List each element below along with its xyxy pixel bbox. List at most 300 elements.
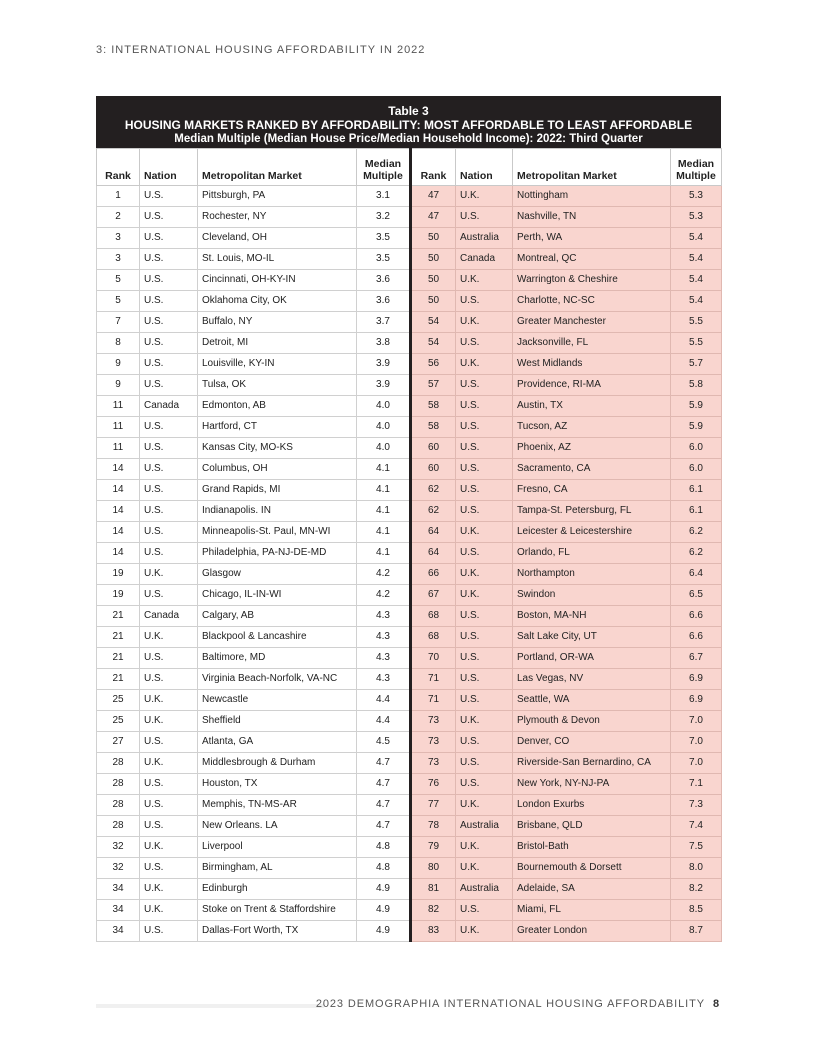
right-nation-cell: U.K. bbox=[456, 312, 513, 333]
left-rank-cell: 19 bbox=[97, 585, 140, 606]
col-header-multiple bbox=[357, 149, 411, 186]
left-multiple-cell: 3.5 bbox=[357, 249, 411, 270]
table-row bbox=[97, 732, 722, 753]
left-rank-cell: 21 bbox=[97, 627, 140, 648]
left-multiple-cell: 4.3 bbox=[357, 648, 411, 669]
left-market-cell: Birmingham, AL bbox=[198, 858, 357, 879]
right-rank-cell: 73 bbox=[411, 753, 456, 774]
col-header-market-right: Metropolitan Market bbox=[513, 149, 671, 186]
right-multiple-cell: 6.6 bbox=[671, 627, 722, 648]
left-market-cell: Minneapolis-St. Paul, MN-WI bbox=[198, 522, 357, 543]
right-nation-cell: U.S. bbox=[456, 417, 513, 438]
left-multiple-cell: 4.4 bbox=[357, 711, 411, 732]
left-nation-cell: U.S. bbox=[140, 480, 198, 501]
right-nation-cell: U.S. bbox=[456, 690, 513, 711]
left-rank-cell: 14 bbox=[97, 501, 140, 522]
right-market-cell: Austin, TX bbox=[513, 396, 671, 417]
right-nation-cell: U.K. bbox=[456, 711, 513, 732]
left-multiple-cell: 3.8 bbox=[357, 333, 411, 354]
left-market-cell: Pittsburgh, PA bbox=[198, 186, 357, 207]
table-row bbox=[97, 522, 722, 543]
right-multiple-cell: 8.0 bbox=[671, 858, 722, 879]
left-nation-cell: U.K. bbox=[140, 690, 198, 711]
table-row bbox=[97, 921, 722, 942]
right-market-cell: Tucson, AZ bbox=[513, 417, 671, 438]
table-row bbox=[97, 858, 722, 879]
left-nation-cell: U.S. bbox=[140, 312, 198, 333]
right-multiple-cell: 5.3 bbox=[671, 207, 722, 228]
right-market-cell: Portland, OR-WA bbox=[513, 648, 671, 669]
right-market-cell: Plymouth & Devon bbox=[513, 711, 671, 732]
right-multiple-cell: 5.4 bbox=[671, 249, 722, 270]
right-market-cell: Swindon bbox=[513, 585, 671, 606]
left-multiple-cell: 4.1 bbox=[357, 459, 411, 480]
table-row bbox=[97, 816, 722, 837]
right-nation-cell: U.S. bbox=[456, 501, 513, 522]
left-multiple-cell: 4.3 bbox=[357, 606, 411, 627]
right-market-cell: Adelaide, SA bbox=[513, 879, 671, 900]
left-rank-cell: 34 bbox=[97, 900, 140, 921]
right-market-cell: Providence, RI-MA bbox=[513, 375, 671, 396]
left-rank-cell: 5 bbox=[97, 270, 140, 291]
right-multiple-cell: 8.7 bbox=[671, 921, 722, 942]
col-header-rank: Rank bbox=[97, 149, 140, 186]
left-multiple-cell: 3.2 bbox=[357, 207, 411, 228]
right-rank-cell: 50 bbox=[411, 228, 456, 249]
left-nation-cell: U.K. bbox=[140, 564, 198, 585]
right-nation-cell: U.S. bbox=[456, 627, 513, 648]
right-market-cell: Nottingham bbox=[513, 186, 671, 207]
right-multiple-cell: 8.5 bbox=[671, 900, 722, 921]
left-nation-cell: U.S. bbox=[140, 858, 198, 879]
left-nation-cell: Canada bbox=[140, 396, 198, 417]
left-multiple-cell: 4.8 bbox=[357, 837, 411, 858]
table-row bbox=[97, 648, 722, 669]
left-multiple-cell: 4.9 bbox=[357, 879, 411, 900]
right-multiple-cell: 5.7 bbox=[671, 354, 722, 375]
table-row bbox=[97, 606, 722, 627]
left-multiple-cell: 4.1 bbox=[357, 522, 411, 543]
left-rank-cell: 8 bbox=[97, 333, 140, 354]
left-nation-cell: U.S. bbox=[140, 207, 198, 228]
col-header-multiple-line1: Median bbox=[364, 158, 402, 170]
left-market-cell: Cincinnati, OH-KY-IN bbox=[198, 270, 357, 291]
left-market-cell: Columbus, OH bbox=[198, 459, 357, 480]
right-market-cell: London Exurbs bbox=[513, 795, 671, 816]
left-market-cell: Sheffield bbox=[198, 711, 357, 732]
right-market-cell: Denver, CO bbox=[513, 732, 671, 753]
right-nation-cell: Australia bbox=[456, 816, 513, 837]
left-rank-cell: 9 bbox=[97, 354, 140, 375]
left-nation-cell: U.S. bbox=[140, 375, 198, 396]
left-market-cell: Grand Rapids, MI bbox=[198, 480, 357, 501]
left-market-cell: Oklahoma City, OK bbox=[198, 291, 357, 312]
affordability-table bbox=[96, 96, 721, 942]
right-rank-cell: 47 bbox=[411, 207, 456, 228]
right-nation-cell: Australia bbox=[456, 879, 513, 900]
right-market-cell: Fresno, CA bbox=[513, 480, 671, 501]
left-nation-cell: U.S. bbox=[140, 816, 198, 837]
right-market-cell: Perth, WA bbox=[513, 228, 671, 249]
left-rank-cell: 5 bbox=[97, 291, 140, 312]
right-rank-cell: 70 bbox=[411, 648, 456, 669]
left-rank-cell: 25 bbox=[97, 711, 140, 732]
table-row bbox=[97, 879, 722, 900]
table-row bbox=[97, 774, 722, 795]
table-row bbox=[97, 207, 722, 228]
left-market-cell: Liverpool bbox=[198, 837, 357, 858]
left-market-cell: Virginia Beach-Norfolk, VA-NC bbox=[198, 669, 357, 690]
right-multiple-cell: 6.2 bbox=[671, 522, 722, 543]
right-multiple-cell: 6.1 bbox=[671, 501, 722, 522]
left-rank-cell: 21 bbox=[97, 606, 140, 627]
footer-rule bbox=[96, 1004, 324, 1008]
right-market-cell: Greater London bbox=[513, 921, 671, 942]
left-multiple-cell: 4.1 bbox=[357, 501, 411, 522]
left-market-cell: Houston, TX bbox=[198, 774, 357, 795]
left-multiple-cell: 4.3 bbox=[357, 669, 411, 690]
right-market-cell: Northampton bbox=[513, 564, 671, 585]
table-title: HOUSING MARKETS RANKED BY AFFORDABILITY: MOST AFFORDABLE TO LEAST AFFORDABLE bbox=[124, 118, 693, 132]
right-rank-cell: 47 bbox=[411, 186, 456, 207]
left-nation-cell: U.K. bbox=[140, 879, 198, 900]
left-nation-cell: U.S. bbox=[140, 354, 198, 375]
table-row bbox=[97, 228, 722, 249]
right-multiple-cell: 7.5 bbox=[671, 837, 722, 858]
right-rank-cell: 66 bbox=[411, 564, 456, 585]
left-rank-cell: 25 bbox=[97, 690, 140, 711]
right-rank-cell: 83 bbox=[411, 921, 456, 942]
left-market-cell: Middlesbrough & Durham bbox=[198, 753, 357, 774]
right-multiple-cell: 5.8 bbox=[671, 375, 722, 396]
col-header-market: Metropolitan Market bbox=[198, 149, 357, 186]
right-market-cell: Las Vegas, NV bbox=[513, 669, 671, 690]
right-rank-cell: 68 bbox=[411, 606, 456, 627]
right-rank-cell: 64 bbox=[411, 522, 456, 543]
table-row bbox=[97, 753, 722, 774]
left-multiple-cell: 4.5 bbox=[357, 732, 411, 753]
left-nation-cell: U.S. bbox=[140, 774, 198, 795]
left-market-cell: Kansas City, MO-KS bbox=[198, 438, 357, 459]
left-market-cell: Philadelphia, PA-NJ-DE-MD bbox=[198, 543, 357, 564]
left-nation-cell: U.S. bbox=[140, 291, 198, 312]
right-market-cell: Phoenix, AZ bbox=[513, 438, 671, 459]
right-multiple-cell: 8.2 bbox=[671, 879, 722, 900]
right-rank-cell: 62 bbox=[411, 480, 456, 501]
right-rank-cell: 62 bbox=[411, 501, 456, 522]
right-rank-cell: 54 bbox=[411, 312, 456, 333]
left-nation-cell: U.K. bbox=[140, 753, 198, 774]
table-row bbox=[97, 375, 722, 396]
table-row bbox=[97, 312, 722, 333]
left-market-cell: Newcastle bbox=[198, 690, 357, 711]
right-multiple-cell: 7.0 bbox=[671, 753, 722, 774]
left-multiple-cell: 3.1 bbox=[357, 186, 411, 207]
left-market-cell: New Orleans. LA bbox=[198, 816, 357, 837]
right-multiple-cell: 6.4 bbox=[671, 564, 722, 585]
left-nation-cell: U.S. bbox=[140, 270, 198, 291]
right-rank-cell: 56 bbox=[411, 354, 456, 375]
right-nation-cell: U.K. bbox=[456, 270, 513, 291]
table-row bbox=[97, 690, 722, 711]
left-rank-cell: 14 bbox=[97, 522, 140, 543]
left-nation-cell: U.S. bbox=[140, 543, 198, 564]
right-rank-cell: 60 bbox=[411, 438, 456, 459]
left-nation-cell: U.S. bbox=[140, 417, 198, 438]
right-market-cell: West Midlands bbox=[513, 354, 671, 375]
left-market-cell: Detroit, MI bbox=[198, 333, 357, 354]
right-rank-cell: 76 bbox=[411, 774, 456, 795]
left-rank-cell: 28 bbox=[97, 774, 140, 795]
right-multiple-cell: 5.5 bbox=[671, 333, 722, 354]
right-rank-cell: 71 bbox=[411, 669, 456, 690]
right-nation-cell: U.K. bbox=[456, 921, 513, 942]
right-multiple-cell: 6.7 bbox=[671, 648, 722, 669]
table-row bbox=[97, 543, 722, 564]
left-market-cell: Baltimore, MD bbox=[198, 648, 357, 669]
left-multiple-cell: 3.9 bbox=[357, 375, 411, 396]
right-multiple-cell: 6.5 bbox=[671, 585, 722, 606]
col-header-multiple-right bbox=[671, 149, 722, 186]
right-nation-cell: U.S. bbox=[456, 438, 513, 459]
left-multiple-cell: 4.2 bbox=[357, 564, 411, 585]
right-market-cell: Riverside-San Bernardino, CA bbox=[513, 753, 671, 774]
right-nation-cell: U.S. bbox=[456, 207, 513, 228]
left-rank-cell: 32 bbox=[97, 858, 140, 879]
table-label: Table 3 bbox=[388, 104, 429, 118]
left-multiple-cell: 4.7 bbox=[357, 774, 411, 795]
right-multiple-cell: 5.3 bbox=[671, 186, 722, 207]
right-rank-cell: 60 bbox=[411, 459, 456, 480]
right-market-cell: Charlotte, NC-SC bbox=[513, 291, 671, 312]
table-header-row bbox=[97, 149, 722, 186]
left-nation-cell: Canada bbox=[140, 606, 198, 627]
left-multiple-cell: 4.0 bbox=[357, 417, 411, 438]
left-market-cell: Blackpool & Lancashire bbox=[198, 627, 357, 648]
left-market-cell: Stoke on Trent & Staffordshire bbox=[198, 900, 357, 921]
right-multiple-cell: 5.4 bbox=[671, 291, 722, 312]
right-market-cell: Jacksonville, FL bbox=[513, 333, 671, 354]
left-nation-cell: U.S. bbox=[140, 228, 198, 249]
right-rank-cell: 64 bbox=[411, 543, 456, 564]
left-rank-cell: 32 bbox=[97, 837, 140, 858]
table-row bbox=[97, 795, 722, 816]
left-market-cell: Hartford, CT bbox=[198, 417, 357, 438]
right-multiple-cell: 6.6 bbox=[671, 606, 722, 627]
page-number: 8 bbox=[712, 998, 720, 1010]
right-rank-cell: 82 bbox=[411, 900, 456, 921]
right-multiple-cell: 6.9 bbox=[671, 690, 722, 711]
right-rank-cell: 50 bbox=[411, 270, 456, 291]
right-nation-cell: U.K. bbox=[456, 564, 513, 585]
left-nation-cell: U.K. bbox=[140, 711, 198, 732]
left-market-cell: Cleveland, OH bbox=[198, 228, 357, 249]
left-market-cell: Edmonton, AB bbox=[198, 396, 357, 417]
left-market-cell: Glasgow bbox=[198, 564, 357, 585]
right-rank-cell: 78 bbox=[411, 816, 456, 837]
left-nation-cell: U.K. bbox=[140, 837, 198, 858]
left-rank-cell: 14 bbox=[97, 543, 140, 564]
left-rank-cell: 11 bbox=[97, 438, 140, 459]
left-nation-cell: U.S. bbox=[140, 522, 198, 543]
right-rank-cell: 68 bbox=[411, 627, 456, 648]
left-multiple-cell: 3.5 bbox=[357, 228, 411, 249]
right-rank-cell: 58 bbox=[411, 396, 456, 417]
table-row bbox=[97, 501, 722, 522]
table-row bbox=[97, 837, 722, 858]
right-multiple-cell: 7.4 bbox=[671, 816, 722, 837]
table-row bbox=[97, 669, 722, 690]
right-multiple-cell: 6.9 bbox=[671, 669, 722, 690]
left-nation-cell: U.S. bbox=[140, 438, 198, 459]
right-nation-cell: U.S. bbox=[456, 396, 513, 417]
right-market-cell: Bristol-Bath bbox=[513, 837, 671, 858]
right-nation-cell: U.S. bbox=[456, 648, 513, 669]
left-market-cell: Calgary, AB bbox=[198, 606, 357, 627]
table-row bbox=[97, 627, 722, 648]
right-rank-cell: 79 bbox=[411, 837, 456, 858]
right-market-cell: Boston, MA-NH bbox=[513, 606, 671, 627]
left-multiple-cell: 4.9 bbox=[357, 921, 411, 942]
right-multiple-cell: 6.1 bbox=[671, 480, 722, 501]
right-nation-cell: Australia bbox=[456, 228, 513, 249]
left-nation-cell: U.K. bbox=[140, 627, 198, 648]
right-multiple-cell: 6.0 bbox=[671, 459, 722, 480]
left-rank-cell: 28 bbox=[97, 753, 140, 774]
right-market-cell: Miami, FL bbox=[513, 900, 671, 921]
left-multiple-cell: 4.1 bbox=[357, 543, 411, 564]
table-row bbox=[97, 459, 722, 480]
left-rank-cell: 11 bbox=[97, 417, 140, 438]
right-nation-cell: U.S. bbox=[456, 732, 513, 753]
table-row bbox=[97, 585, 722, 606]
table-row bbox=[97, 354, 722, 375]
right-market-cell: Nashville, TN bbox=[513, 207, 671, 228]
left-market-cell: Rochester, NY bbox=[198, 207, 357, 228]
left-rank-cell: 27 bbox=[97, 732, 140, 753]
right-multiple-cell: 6.2 bbox=[671, 543, 722, 564]
right-multiple-cell: 5.9 bbox=[671, 396, 722, 417]
right-rank-cell: 73 bbox=[411, 732, 456, 753]
left-rank-cell: 34 bbox=[97, 921, 140, 942]
left-nation-cell: U.S. bbox=[140, 459, 198, 480]
left-rank-cell: 7 bbox=[97, 312, 140, 333]
right-rank-cell: 50 bbox=[411, 291, 456, 312]
table-row bbox=[97, 480, 722, 501]
left-multiple-cell: 4.0 bbox=[357, 438, 411, 459]
right-market-cell: Sacramento, CA bbox=[513, 459, 671, 480]
left-nation-cell: U.S. bbox=[140, 249, 198, 270]
right-market-cell: Seattle, WA bbox=[513, 690, 671, 711]
right-market-cell: Greater Manchester bbox=[513, 312, 671, 333]
left-market-cell: St. Louis, MO-IL bbox=[198, 249, 357, 270]
left-rank-cell: 9 bbox=[97, 375, 140, 396]
right-market-cell: Leicester & Leicestershire bbox=[513, 522, 671, 543]
right-rank-cell: 71 bbox=[411, 690, 456, 711]
left-nation-cell: U.S. bbox=[140, 795, 198, 816]
right-market-cell: New York, NY-NJ-PA bbox=[513, 774, 671, 795]
section-header: 3: INTERNATIONAL HOUSING AFFORDABILITY IN 2022 bbox=[96, 44, 426, 56]
left-rank-cell: 3 bbox=[97, 249, 140, 270]
right-nation-cell: U.S. bbox=[456, 543, 513, 564]
right-rank-cell: 81 bbox=[411, 879, 456, 900]
left-nation-cell: U.S. bbox=[140, 921, 198, 942]
right-market-cell: Bournemouth & Dorsett bbox=[513, 858, 671, 879]
table-row bbox=[97, 396, 722, 417]
left-multiple-cell: 3.7 bbox=[357, 312, 411, 333]
right-multiple-cell: 7.3 bbox=[671, 795, 722, 816]
left-multiple-cell: 4.7 bbox=[357, 816, 411, 837]
col-header-multiple-right-line1: Median bbox=[677, 158, 715, 170]
right-multiple-cell: 7.0 bbox=[671, 732, 722, 753]
right-multiple-cell: 5.9 bbox=[671, 417, 722, 438]
table-body bbox=[97, 186, 722, 942]
footer-publication: 2023 DEMOGRAPHIA INTERNATIONAL HOUSING AFFORDABILITY bbox=[315, 998, 705, 1010]
left-multiple-cell: 4.9 bbox=[357, 900, 411, 921]
left-nation-cell: U.S. bbox=[140, 648, 198, 669]
table-row bbox=[97, 186, 722, 207]
right-market-cell: Warrington & Cheshire bbox=[513, 270, 671, 291]
left-market-cell: Buffalo, NY bbox=[198, 312, 357, 333]
left-nation-cell: U.K. bbox=[140, 900, 198, 921]
col-header-multiple-right-line2: Multiple bbox=[676, 170, 716, 182]
table-subtitle: Median Multiple (Median House Price/Median Household Income): 2022: Third Quarter bbox=[174, 133, 643, 145]
right-multiple-cell: 5.5 bbox=[671, 312, 722, 333]
table-title-box bbox=[96, 96, 721, 148]
col-header-nation-right: Nation bbox=[456, 149, 513, 186]
right-rank-cell: 57 bbox=[411, 375, 456, 396]
col-header-multiple-line2: Multiple bbox=[363, 170, 403, 182]
right-market-cell: Tampa-St. Petersburg, FL bbox=[513, 501, 671, 522]
right-nation-cell: U.K. bbox=[456, 837, 513, 858]
table-row bbox=[97, 438, 722, 459]
right-nation-cell: U.S. bbox=[456, 333, 513, 354]
right-rank-cell: 58 bbox=[411, 417, 456, 438]
right-rank-cell: 77 bbox=[411, 795, 456, 816]
table-row bbox=[97, 333, 722, 354]
right-market-cell: Montreal, QC bbox=[513, 249, 671, 270]
right-multiple-cell: 5.4 bbox=[671, 228, 722, 249]
right-multiple-cell: 6.0 bbox=[671, 438, 722, 459]
left-multiple-cell: 4.7 bbox=[357, 795, 411, 816]
left-market-cell: Louisville, KY-IN bbox=[198, 354, 357, 375]
right-nation-cell: U.K. bbox=[456, 858, 513, 879]
right-rank-cell: 67 bbox=[411, 585, 456, 606]
left-nation-cell: U.S. bbox=[140, 669, 198, 690]
right-multiple-cell: 7.1 bbox=[671, 774, 722, 795]
right-nation-cell: Canada bbox=[456, 249, 513, 270]
right-nation-cell: U.K. bbox=[456, 795, 513, 816]
left-nation-cell: U.S. bbox=[140, 333, 198, 354]
footer bbox=[316, 998, 720, 1010]
table-row bbox=[97, 417, 722, 438]
left-rank-cell: 28 bbox=[97, 816, 140, 837]
left-market-cell: Atlanta, GA bbox=[198, 732, 357, 753]
left-rank-cell: 21 bbox=[97, 669, 140, 690]
right-nation-cell: U.S. bbox=[456, 459, 513, 480]
left-multiple-cell: 4.7 bbox=[357, 753, 411, 774]
left-market-cell: Memphis, TN-MS-AR bbox=[198, 795, 357, 816]
right-nation-cell: U.K. bbox=[456, 354, 513, 375]
left-multiple-cell: 3.6 bbox=[357, 291, 411, 312]
left-multiple-cell: 4.4 bbox=[357, 690, 411, 711]
left-rank-cell: 34 bbox=[97, 879, 140, 900]
col-header-nation: Nation bbox=[140, 149, 198, 186]
left-market-cell: Chicago, IL-IN-WI bbox=[198, 585, 357, 606]
right-nation-cell: U.K. bbox=[456, 585, 513, 606]
right-nation-cell: U.S. bbox=[456, 375, 513, 396]
table-row bbox=[97, 711, 722, 732]
